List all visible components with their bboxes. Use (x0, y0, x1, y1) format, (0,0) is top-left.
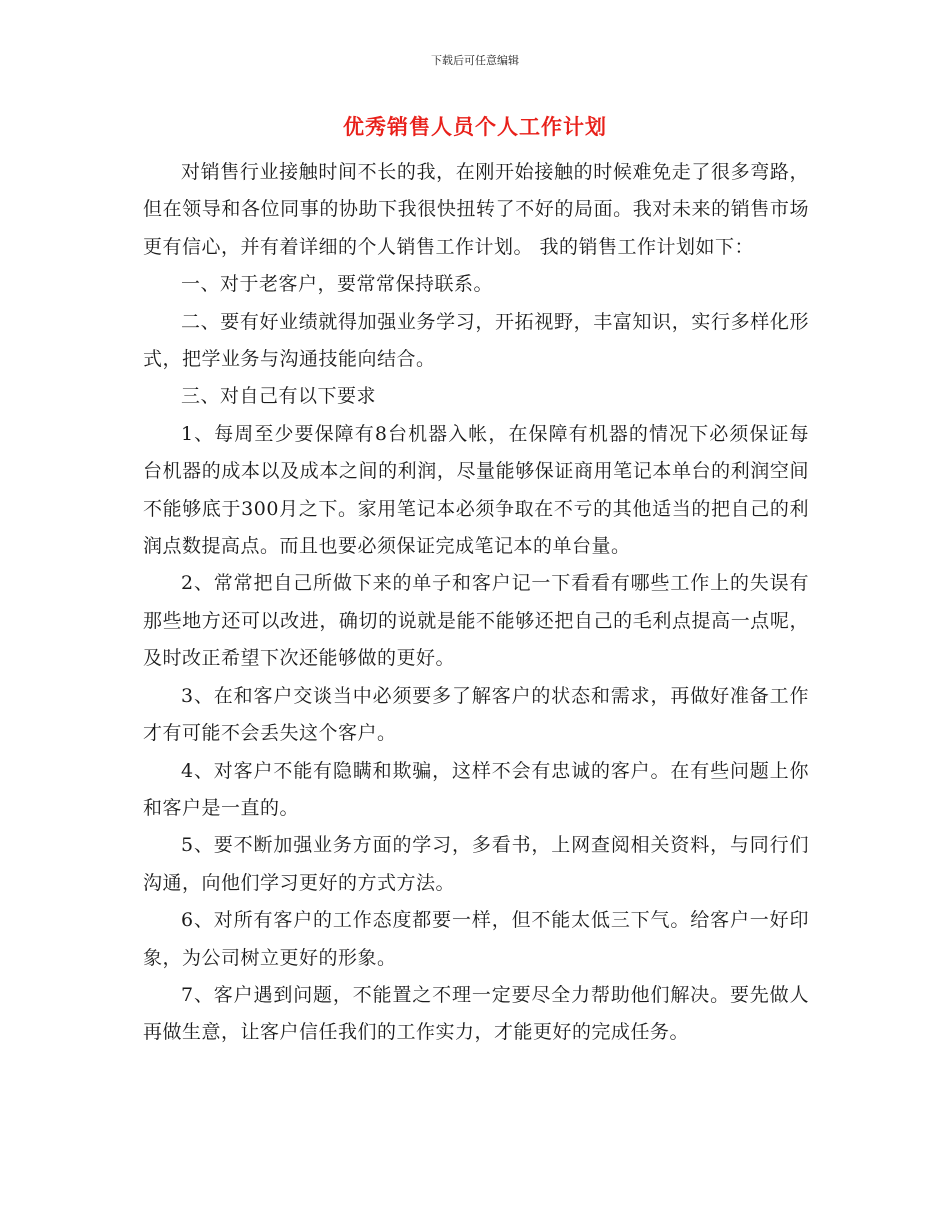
paragraph-requirement-7: 7、客户遇到问题，不能置之不理一定要尽全力帮助他们解决。要先做人再做生意，让客户信任我们的工作实力，才能更好的完成任务。 (143, 983, 809, 1044)
paragraph-requirement-6: 6、对所有客户的工作态度都要一样，但不能太低三下气。给客户一好印象，为公司树立更好的形象。 (143, 909, 809, 969)
paragraph-requirement-3: 3、在和客户交谈当中必须要多了解客户的状态和需求，再做好准备工作才有可能不会丢失这个客户。 (143, 684, 809, 745)
document-title: 优秀销售人员个人工作计划 (343, 115, 607, 139)
header-note: 下载后可任意编辑 (431, 54, 519, 67)
paragraph-requirement-4: 4、对客户不能有隐瞒和欺骗，这样不会有忠诚的客户。在有些问题上你和客户是一直的。 (143, 759, 809, 819)
paragraph-requirement-2: 2、常常把自己所做下来的单子和客户记一下看看有哪些工作上的失误有那些地方还可以改进，确切的说就是能不能够还把自己的毛利点提高一点呢，及时改正希望下次还能够做的更好。 (143, 572, 809, 670)
paragraph-item-3: 三、对自己有以下要求 (181, 385, 377, 408)
paragraph-item-2: 二、要有好业绩就得加强业务学习，开拓视野，丰富知识，实行多样化形式，把学业务与沟通技能向结合。 (143, 310, 809, 371)
document-body (143, 154, 809, 1052)
paragraph-intro: 对销售行业接触时间不长的我，在刚开始接触的时候难免走了很多弯路，但在领导和各位同事的协助下我很快扭转了不好的局面。我对未来的销售市场更有信心，并有着详细的个人销售工作计划。 我的销售工作计划如下： (143, 161, 809, 258)
paragraph-requirement-1: 1、每周至少要保障有8台机器入帐，在保障有机器的情况下必须保证每台机器的成本以及成本之间的利润，尽量能够保证商用笔记本单台的利润空间不能够底于300月之下。家用笔记本必须争取在不亏的其他适当的把自己的利润点数提高点。而且也要必须保证完成笔记本的单台量。 (143, 422, 809, 558)
paragraph-requirement-5: 5、要不断加强业务方面的学习，多看书，上网查阅相关资料，与同行们沟通，向他们学习更好的方式方法。 (143, 834, 809, 894)
paragraph-item-1: 一、对于老客户，要常常保持联系。 (181, 273, 494, 296)
